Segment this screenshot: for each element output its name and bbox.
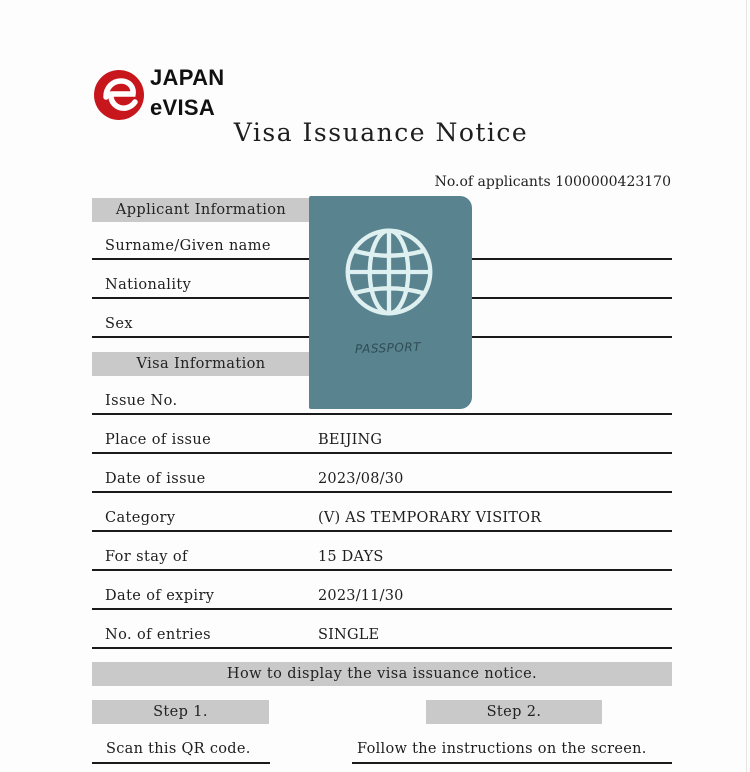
- rule: [92, 762, 270, 764]
- page-title: Visa Issuance Notice: [233, 118, 529, 147]
- value-date-of-expiry: 2023/11/30: [318, 588, 404, 604]
- label-surname-given-name: Surname/Given name: [105, 238, 271, 254]
- value-for-stay-of: 15 DAYS: [318, 549, 384, 565]
- japan-evisa-logo-icon: [92, 66, 148, 122]
- rule: [92, 413, 672, 415]
- rule: [92, 491, 672, 493]
- applicants-number: No.of applicants 1000000423170: [434, 174, 671, 190]
- japan-evisa-logo: [92, 66, 242, 122]
- rule: [92, 608, 672, 610]
- logo-line-japan: JAPAN: [150, 65, 225, 90]
- rule: [92, 569, 672, 571]
- section-how-to-display: How to display the visa issuance notice.: [92, 662, 672, 686]
- value-place-of-issue: BEIJING: [318, 432, 383, 448]
- label-no-of-entries: No. of entries: [105, 627, 212, 643]
- passport-label: PASSPORT: [354, 339, 422, 357]
- label-place-of-issue: Place of issue: [105, 432, 212, 448]
- page-edge: [746, 0, 747, 772]
- rule: [92, 647, 672, 649]
- label-date-of-expiry: Date of expiry: [105, 588, 215, 604]
- section-applicant-information: Applicant Information: [92, 198, 310, 222]
- passport-image: [309, 196, 472, 409]
- step-2-text: Follow the instructions on the screen.: [357, 741, 647, 757]
- rule: [92, 530, 672, 532]
- step-2-title: Step 2.: [426, 700, 602, 724]
- rule: [92, 452, 672, 454]
- label-issue-no: Issue No.: [105, 393, 178, 409]
- section-visa-information: Visa Information: [92, 352, 310, 376]
- label-date-of-issue: Date of issue: [105, 471, 206, 487]
- label-for-stay-of: For stay of: [105, 549, 188, 565]
- label-nationality: Nationality: [105, 277, 192, 293]
- rule: [352, 762, 672, 764]
- step-1-text: Scan this QR code.: [106, 741, 251, 757]
- logo-line-evisa: eVISA: [150, 95, 216, 120]
- value-no-of-entries: SINGLE: [318, 627, 380, 643]
- value-category: (V) AS TEMPORARY VISITOR: [318, 510, 542, 526]
- value-date-of-issue: 2023/08/30: [318, 471, 404, 487]
- label-sex: Sex: [105, 316, 133, 332]
- globe-icon: [341, 224, 437, 320]
- label-category: Category: [105, 510, 176, 526]
- step-1-title: Step 1.: [92, 700, 269, 724]
